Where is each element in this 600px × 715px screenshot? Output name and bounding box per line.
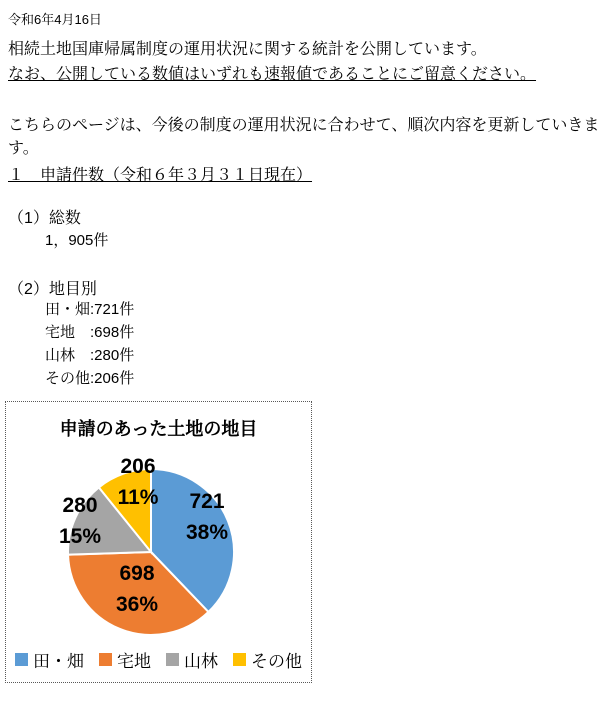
- legend-label: 田・畑: [33, 652, 84, 671]
- legend-label: 宅地: [117, 652, 151, 671]
- legend-swatch-icon: [99, 653, 112, 666]
- total-count-label: （1）総数: [8, 210, 81, 227]
- breakdown-item-2: 山林 :280件: [45, 347, 135, 364]
- chart-title: 申請のあった土地の地目: [59, 419, 258, 439]
- breakdown-item-0: 田・畑:721件: [45, 301, 135, 318]
- land-category-breakdown-list: [45, 298, 134, 390]
- total-count-value: 1，905件: [45, 232, 109, 249]
- legend-swatch-icon: [166, 653, 179, 666]
- publish-date: 令和6年4月16日: [8, 12, 102, 27]
- intro-line-2-underlined: なお、公開している数値はいずれも速報値であることにご留意ください。: [8, 66, 537, 83]
- pie-data-label-宅地: 698 36%: [115, 562, 159, 616]
- intro-line-1: 相続土地国庫帰属制度の運用状況に関する統計を公開しています。: [8, 41, 487, 58]
- legend-swatch-icon: [15, 653, 28, 666]
- pie-data-label-その他: 206 11%: [117, 455, 159, 509]
- pie-data-label-山林: 280 15%: [58, 494, 102, 548]
- legend-item-宅地: [99, 647, 151, 672]
- by-land-category-label: （2）地目別: [8, 281, 97, 298]
- legend-item-山林: [166, 647, 218, 672]
- legend-item-田・畑: [15, 647, 84, 672]
- breakdown-item-1: 宅地 :698件: [45, 324, 135, 341]
- legend-swatch-icon: [233, 653, 246, 666]
- update-note: こちらのページは、今後の制度の運用状況に合わせて、順次内容を更新していきます。: [8, 117, 600, 157]
- pie-data-label-田・畑: 721 38%: [185, 490, 229, 544]
- section-heading-applications: １ 申請件数（令和６年３月３１日現在）: [8, 167, 313, 184]
- legend-label: その他: [251, 652, 302, 671]
- intro-paragraph: [8, 37, 536, 87]
- chart-legend: [6, 647, 311, 672]
- legend-label: 山林: [184, 652, 218, 671]
- breakdown-item-3: その他:206件: [45, 370, 135, 387]
- pie-chart-panel: [5, 401, 312, 683]
- pie-chart: [6, 402, 311, 682]
- legend-item-その他: [233, 647, 302, 672]
